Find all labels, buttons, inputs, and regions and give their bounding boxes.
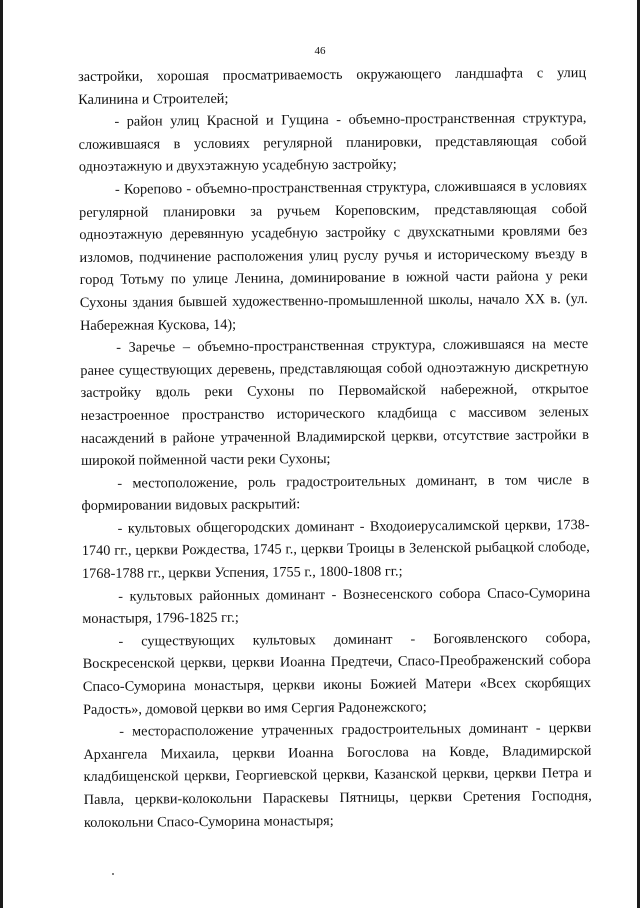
paragraph-city-dominants: - культовых общегородских доминант - Входоиерусалимской церкви, 1738-1740 гг., церкви Рождества, 1745 г., церкви Троицы в Зеленской рыбацкой слободе, 1768-1788 гг., церкви Успения, 1755 г., 1800-1808 гг.; [81, 516, 590, 583]
paragraph-dominants-location: - местоположение, роль градостроительных доминант, в том числе в формировании видовых раскрытий: [81, 471, 590, 515]
document-body [78, 62, 592, 834]
scan-edge-left [0, 0, 3, 908]
paragraph-existing-dominants: - существующих культовых доминант - Богоявленского собора, Воскресенской церкви, церкви Иоанна Предтечи, Спасо-Преображенский собора Спасо-Суморина монастыря, церкви иконы Божией Матери «Всех скорбящих Радость», домовой церкви во имя Сергия Радонежского; [82, 629, 591, 718]
paragraph-lost-dominants: - месторасположение утраченных градостроительных доминант - церкви Архангела Михаила, церкви Иоанна Богослова на Ковде, Владимирской кладбищенской церкви, Георгиевской церкви, Казанской церкви, церкви Петра и Павла, церкви-колокольни Параскевы Пятницы, церкви Сретения Господня, колокольни Спасо-Суморина монастыря; [83, 720, 592, 831]
scan-speck [112, 873, 114, 875]
paragraph-district-dominants: - культовых районных доминант - Вознесенского собора Спасо-Суморина монастыря, 1796-1825 гг.; [82, 584, 591, 628]
paragraph-krasnaya-gushchina: - район улиц Красной и Гущина - объемно-пространственная структура, сложившаяся в условиях регулярной планировки, представляющая собой одноэтажную и двухэтажную усадебную застройку; [78, 110, 587, 176]
paragraph-korepovo: - Корепово - объемно-пространственная структура, сложившаяся в условиях регулярной планировки за ручьем Кореповским, представляющая собой одноэтажную деревянную усадебную застройку с двухскатными кровлями без изломов, подчинение расположения улиц руслу ручья и историческому въезду в город Тотьму по улице Ленина, доминирование в южной части района у реки Сухоны здания бывшей художественно-промышленной школы, начало XX в. (ул. Набережная Кускова, 14); [79, 177, 588, 334]
paragraph-continuation: застройки, хорошая просматриваемость окружающего ландшафта с улиц Калинина и Строителей; [78, 65, 587, 108]
paragraph-zarechye: - Заречье – объемно-пространственная структура, сложившаяся на месте ранее существующих деревень, представляющая собой одноэтажную дискретную застройку вдоль реки Сухоны по Первомайской набережной, открытое незастроенное пространство исторического кладбища с массивом зеленых насаждений в районе утраченной Владимирской церкви, отсутствие застройки в широкой пойменной части реки Сухоны; [80, 336, 589, 470]
page-number: 46 [314, 45, 326, 57]
